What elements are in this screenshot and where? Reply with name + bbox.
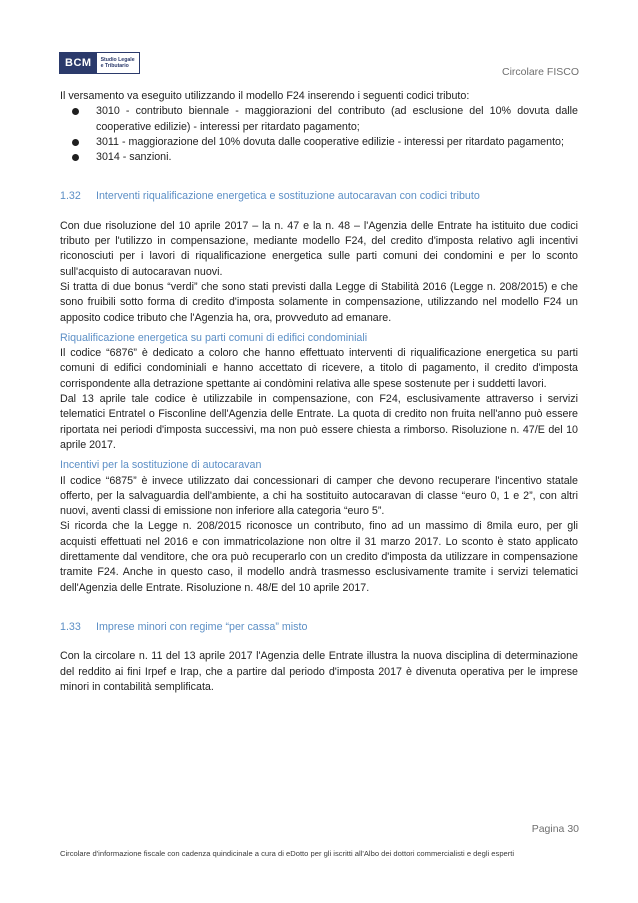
paragraph: Con due risoluzione del 10 aprile 2017 – la n. 47 e la n. 48 – l'Agenzia delle Entrate ha istituito due codici tributo per l'utilizzo in compensazione, mediante modello F24, del credito d'imposta relativo agli incentivi riconosciuti per i lavori di riqualificazione energetica sulle parti comuni dei condomini e per lo sconto sull'acquisto di autocaravan nuovi. (60, 219, 578, 278)
logo-mark: BCM (60, 53, 97, 73)
section-heading-1-32 (60, 189, 578, 204)
footer-note: Circolare d'informazione fiscale con cadenza quindicinale a cura di eDotto per gli iscritti all'Albo dei dottori commercialisti e degli esperti (60, 849, 515, 858)
tax-code-list (60, 104, 578, 165)
list-item: 3010 - contributo biennale - maggiorazioni del contributo (ad esclusione del 10% dovuta dalle cooperative edilizie) - interessi per ritardato pagamento; (96, 104, 578, 135)
bullet-icon (72, 154, 79, 161)
paragraph: Si ricorda che la Legge n. 208/2015 riconosce un contributo, fino ad un massimo di 8mila euro, per gli acquisti effettuati nel 2016 e con immatricolazione non oltre il 31 marzo 2017. Lo sconto è stato applicato direttamente dal venditore, che ora può recuperarlo con un credito d'imposta da utilizzare in compensazione tramite F24. Anche in questo caso, il modello andrà trasmesso esclusivamente tramite i servizi telematici dell'Agenzia delle Entrate. Risoluzione n. 48/E del 10 aprile 2017. (60, 520, 578, 594)
logo-line-2: e Tributario (100, 63, 129, 69)
subheading-riqualificazione: Riqualificazione energetica su parti comuni di edifici condominiali (60, 331, 368, 344)
bullet-icon (72, 108, 79, 115)
list-item: 3014 - sanzioni. (96, 150, 578, 165)
paragraph: Il codice “6875” è invece utilizzato dai concessionari di camper che devono recuperare l'incentivo statale offerto, per la salvaguardia dell'ambiente, a chi ha sostituito autocaravan di classe “euro 0, 1 e 2”, con altri nuovi, aventi classi di emissione non inferiore alla categoria “euro 5”. (60, 474, 578, 518)
logo-line-1: Studio Legale (100, 57, 135, 63)
paragraph: Si tratta di due bonus “verdi” che sono stati previsti dalla Legge di Stabilità 2016 (Legge n. 208/2015) e che sono fruibili sotto forma di credito d'imposta solamente in compensazione, utilizzando nel modello F24 un apposito codice tributo che l'Agenzia ha, ora, provveduto ad emanare. (60, 280, 578, 324)
bullet-icon (72, 139, 79, 146)
page-content (60, 89, 578, 695)
section-title: Interventi riqualificazione energetica e sostituzione autocaravan con codici tributo (96, 190, 480, 203)
intro-text: Il versamento va eseguito utilizzando il modello F24 inserendo i seguenti codici tributo: (60, 90, 470, 102)
section-title: Imprese minori con regime “per cassa” misto (96, 620, 308, 633)
paragraph: Il codice “6876” è dedicato a coloro che hanno effettuato interventi di riqualificazione energetica su parti comuni di edifici condominiali e hanno accettato di ricevere, a titolo di pagamento, il credito d'imposta corrispondente alla detrazione spettante ai condòmini relativa alle spese sostenute per i suddetti lavori. (60, 347, 578, 390)
firm-logo (59, 52, 140, 74)
subheading-autocaravan: Incentivi per la sostituzione di autocaravan (60, 459, 262, 472)
paragraph: Con la circolare n. 11 del 13 aprile 2017 l'Agenzia delle Entrate illustra la nuova disciplina di determinazione del reddito ai fini Irpef e Irap, che a partire dal periodo d'imposta 2017 è divenuta operativa per le imprese minori in contabilità semplificata. (60, 650, 578, 693)
logo-text (97, 56, 139, 70)
section-number: 1.33 (60, 620, 81, 633)
section-number: 1.32 (60, 190, 81, 203)
list-item: 3011 - maggiorazione del 10% dovuta dalle cooperative edilizie - interessi per ritardato pagamento; (96, 135, 578, 150)
section-heading-1-33 (60, 620, 578, 635)
paragraph: Dal 13 aprile tale codice è utilizzabile in compensazione, con F24, esclusivamente attraverso i servizi telematici Entratel o Fisconline dell'Agenzia delle Entrate. La quota di credito non fruita nell'anno può essere riportata nei periodi d'imposta successivi, ma non può essere chiesta a rimborso. Risoluzione n. 47/E del 10 aprile 2017. (60, 393, 578, 451)
page-number: Pagina 30 (531, 823, 579, 835)
header-title: Circolare FISCO (501, 66, 579, 78)
